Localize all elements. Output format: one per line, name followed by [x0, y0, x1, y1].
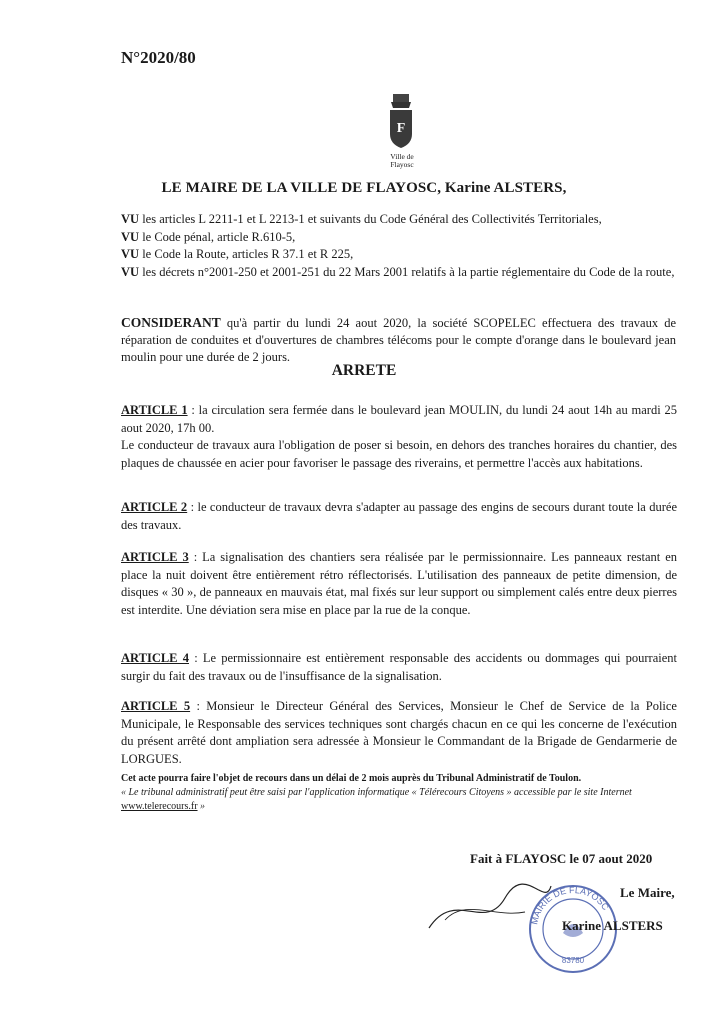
- signatory-name: Karine ALSTERS: [562, 918, 663, 933]
- article-extra: Le conducteur de travaux aura l'obligation de poser si besoin, en dehors des tranches horaires du chantier, des plaques de chaussée en acier pour favoriser le passage des riverains, et permettre l'accès aux habitations.: [121, 438, 677, 470]
- vu-keyword: VU: [121, 229, 140, 244]
- article-3: [121, 549, 677, 619]
- vu-keyword: VU: [121, 247, 140, 261]
- telerecours-close: »: [200, 801, 206, 812]
- article-4: [121, 650, 677, 685]
- svg-text:F: F: [396, 121, 406, 136]
- signatory-role: Le Maire,: [620, 885, 675, 900]
- page-title: LE MAIRE DE LA VILLE DE FLAYOSC, Karine ALSTERS,: [161, 180, 567, 196]
- vu-item: [121, 264, 676, 282]
- article-5: [121, 698, 677, 768]
- vu-keyword: VU: [121, 264, 140, 279]
- article-label: ARTICLE 3: [121, 550, 189, 564]
- article-text: : le conducteur de travaux devra s'adapter au passage des engins de secours durant toute la durée des travaux.: [121, 500, 678, 532]
- telerecours-link[interactable]: www.telerecours.fr: [121, 801, 198, 812]
- vu-text: le Code la Route, articles R 37.1 et R 225,: [142, 247, 354, 261]
- fait-line: Fait à FLAYOSC le 07 aout 2020: [470, 851, 653, 866]
- article-text: : la circulation sera fermée dans le boulevard jean MOULIN, du lundi 24 aout 14h au mardi 25 aout 2020, 17h 00.: [121, 403, 677, 435]
- recours-note: [121, 772, 681, 814]
- considerant-paragraph: [121, 314, 676, 366]
- telerecours-sentence: « Le tribunal administratif peut être saisi par l'application informatique « Télérecours Citoyens » accessible par le site Internet: [121, 787, 632, 798]
- article-text: : Le permissionnaire est entièrement responsable des accidents ou dommages qui pourraient surgir du fait des travaux ou de l'insuffisance de la signalisation.: [121, 651, 677, 683]
- telerecours-text: [121, 786, 681, 814]
- crest-label: Ville de Flayosc: [390, 152, 414, 169]
- article-label: ARTICLE 2: [121, 500, 188, 514]
- article-2: [121, 499, 677, 534]
- vu-item: [121, 211, 676, 229]
- article-1: [121, 402, 677, 472]
- considerant-keyword: CONSIDERANT: [121, 315, 221, 330]
- recours-text: Cet acte pourra faire l'objet de recours dans un délai de 2 mois auprès du Tribunal Administratif de Toulon.: [121, 773, 582, 784]
- vu-item: [121, 229, 676, 247]
- vu-keyword: VU: [121, 212, 140, 226]
- vu-text: le Code pénal, article R.610-5,: [142, 229, 296, 244]
- vu-text: les décrets n°2001-250 et 2001-251 du 22 Mars 2001 relatifs à la partie réglementaire du Code de la route,: [142, 264, 675, 279]
- stamp-bottom: 83780: [561, 956, 585, 965]
- stamp-text: MAIRIE DE FLAYOSC: [529, 884, 611, 926]
- vu-list: [121, 211, 676, 281]
- vu-item: [121, 246, 676, 264]
- article-text: : Monsieur le Directeur Général des Services, Monsieur le Chef de Service de la Police Municipale, le Responsable des services techniques sont chargés chacun en ce qui les concerne de l'exécution du présent arrêté dont ampliation sera adressée à Monsieur le Commandant de la Brigade de Gendarmerie de LORGUES.: [121, 699, 677, 766]
- considerant-text: qu'à partir du lundi 24 aout 2020, la société SCOPELEC effectuera des travaux de réparation de conduites et d'ouvertures de chambres télécoms pour le compte d'orange dans le boulevard jean moulin pour une durée de 2 jours.: [121, 316, 677, 364]
- article-text: : La signalisation des chantiers sera réalisée par le permissionnaire. Les panneaux restant en place la nuit doivent être entièrement rétro réflectorisés. L'utilisation des panneaux de petite dimension, de disques « 30 », de panneaux en mauvais état, mal fixés sur leur support ou simplement calés entre deux pierres est interdite. Une déviation sera mise en place par la rue de la conque.: [121, 550, 677, 617]
- document-reference: N°2020/80: [121, 48, 196, 67]
- arrete-heading: ARRETE: [331, 362, 397, 379]
- vu-text: les articles L 2211-1 et L 2213-1 et suivants du Code Général des Collectivités Territoriales,: [142, 212, 602, 226]
- article-label: ARTICLE 1: [121, 403, 188, 417]
- article-label: ARTICLE 4: [121, 651, 189, 665]
- article-label: ARTICLE 5: [121, 699, 191, 713]
